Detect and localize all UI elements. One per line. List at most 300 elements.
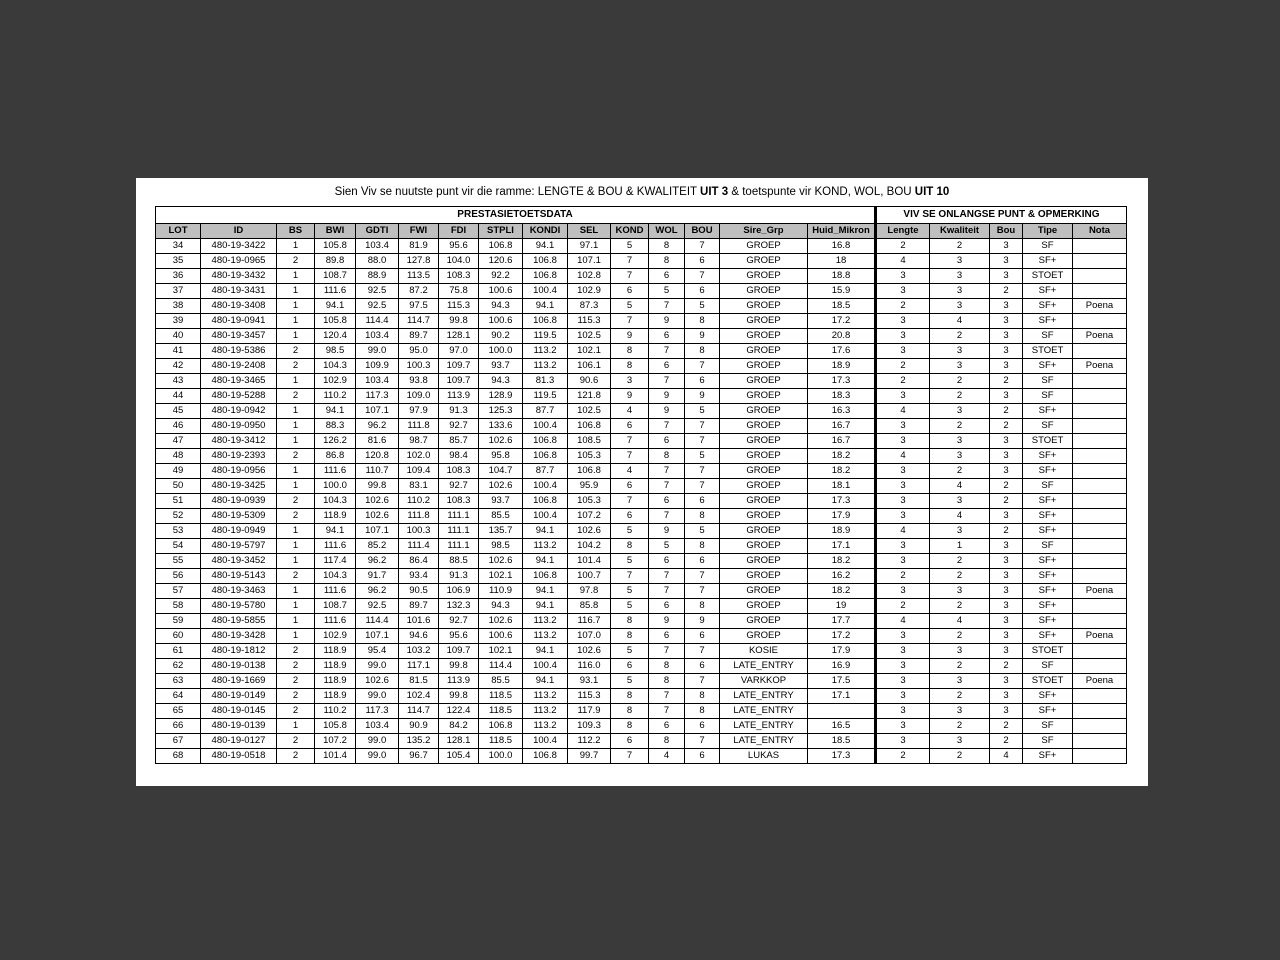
- cell-bwi: 118.9: [315, 689, 356, 704]
- cell-kondi: 113.2: [523, 629, 568, 644]
- cell-nota: [1073, 389, 1127, 404]
- cell-huid_mikron: 17.2: [808, 314, 876, 329]
- cell-kond: 6: [611, 419, 649, 434]
- cell-sel: 121.8: [568, 389, 611, 404]
- cell-wol: 8: [649, 734, 685, 749]
- cell-stpli: 102.6: [479, 614, 523, 629]
- cell-gdti: 85.2: [356, 539, 399, 554]
- cell-stpli: 94.3: [479, 374, 523, 389]
- cell-bou: 7: [685, 644, 720, 659]
- cell-lengte: 2: [876, 749, 930, 764]
- cell-lot: 40: [156, 329, 201, 344]
- cell-kond: 5: [611, 299, 649, 314]
- cell-bou: 3: [990, 569, 1023, 584]
- cell-nota: [1073, 344, 1127, 359]
- cell-tipe: SF+: [1023, 569, 1073, 584]
- table-row: [156, 629, 1127, 644]
- cell-bwi: 118.9: [315, 509, 356, 524]
- cell-bwi: 94.1: [315, 299, 356, 314]
- cell-kwaliteit: 2: [930, 719, 990, 734]
- cell-id: 480-19-2408: [201, 359, 277, 374]
- cell-sire_grp: GROEP: [720, 419, 808, 434]
- cell-sel: 105.3: [568, 449, 611, 464]
- cell-bou: 2: [990, 659, 1023, 674]
- cell-kondi: 94.1: [523, 644, 568, 659]
- cell-bs: 2: [277, 659, 315, 674]
- cell-kondi: 119.5: [523, 389, 568, 404]
- cell-sel: 102.1: [568, 344, 611, 359]
- cell-huid_mikron: 18.5: [808, 734, 876, 749]
- table-row: [156, 749, 1127, 764]
- cell-lot: 68: [156, 749, 201, 764]
- cell-lot: 58: [156, 599, 201, 614]
- cell-gdti: 103.4: [356, 719, 399, 734]
- table-row: [156, 719, 1127, 734]
- column-header-kondi: KONDI: [523, 224, 568, 239]
- cell-bou: 2: [990, 734, 1023, 749]
- cell-tipe: SF+: [1023, 404, 1073, 419]
- cell-wol: 7: [649, 509, 685, 524]
- cell-kondi: 113.2: [523, 344, 568, 359]
- cell-bs: 1: [277, 404, 315, 419]
- cell-lengte: 3: [876, 629, 930, 644]
- cell-lot: 55: [156, 554, 201, 569]
- cell-kondi: 87.7: [523, 404, 568, 419]
- cell-bou: 3: [990, 614, 1023, 629]
- cell-fdi: 92.7: [439, 419, 479, 434]
- cell-wol: 6: [649, 269, 685, 284]
- cell-gdti: 107.1: [356, 404, 399, 419]
- cell-kwaliteit: 3: [930, 404, 990, 419]
- cell-bs: 2: [277, 389, 315, 404]
- table-row: [156, 644, 1127, 659]
- cell-nota: [1073, 239, 1127, 254]
- cell-huid_mikron: 16.7: [808, 434, 876, 449]
- cell-gdti: 96.2: [356, 419, 399, 434]
- table-row: [156, 464, 1127, 479]
- cell-lengte: 3: [876, 644, 930, 659]
- cell-gdti: 99.0: [356, 689, 399, 704]
- cell-id: 480-19-0941: [201, 314, 277, 329]
- cell-wol: 7: [649, 299, 685, 314]
- group-header-viv-se-onlangse-punt: VIV SE ONLANGSE PUNT & OPMERKING: [876, 207, 1127, 224]
- table-row: [156, 359, 1127, 374]
- cell-kwaliteit: 3: [930, 284, 990, 299]
- cell-stpli: 106.8: [479, 719, 523, 734]
- cell-lengte: 3: [876, 659, 930, 674]
- cell-wol: 7: [649, 464, 685, 479]
- cell-nota: [1073, 269, 1127, 284]
- cell-sire_grp: GROEP: [720, 434, 808, 449]
- cell-bwi: 117.4: [315, 554, 356, 569]
- cell-kwaliteit: 3: [930, 434, 990, 449]
- cell-sel: 116.7: [568, 614, 611, 629]
- table-row: [156, 449, 1127, 464]
- cell-kondi: 113.2: [523, 539, 568, 554]
- cell-bou: 7: [685, 359, 720, 374]
- cell-bs: 1: [277, 599, 315, 614]
- table-row: [156, 254, 1127, 269]
- group-header-row: [156, 207, 1127, 224]
- cell-id: 480-19-0139: [201, 719, 277, 734]
- cell-tipe: SF+: [1023, 284, 1073, 299]
- cell-kwaliteit: 2: [930, 749, 990, 764]
- cell-gdti: 103.4: [356, 329, 399, 344]
- cell-fdi: 91.3: [439, 404, 479, 419]
- cell-bou: 3: [990, 434, 1023, 449]
- cell-bwi: 104.3: [315, 569, 356, 584]
- cell-fdi: 109.7: [439, 374, 479, 389]
- cell-bs: 1: [277, 314, 315, 329]
- cell-fdi: 98.4: [439, 449, 479, 464]
- cell-tipe: SF: [1023, 239, 1073, 254]
- cell-wol: 7: [649, 704, 685, 719]
- cell-fwi: 81.9: [399, 239, 439, 254]
- cell-fdi: 84.2: [439, 719, 479, 734]
- cell-stpli: 118.5: [479, 704, 523, 719]
- cell-wol: 6: [649, 434, 685, 449]
- cell-stpli: 110.9: [479, 584, 523, 599]
- column-header-huid_mikron: Huid_Mikron: [808, 224, 876, 239]
- cell-lengte: 3: [876, 719, 930, 734]
- cell-nota: [1073, 749, 1127, 764]
- cell-nota: [1073, 434, 1127, 449]
- table-body: [156, 239, 1127, 764]
- cell-bou: 7: [685, 269, 720, 284]
- cell-bs: 1: [277, 419, 315, 434]
- cell-kond: 5: [611, 554, 649, 569]
- cell-lot: 51: [156, 494, 201, 509]
- cell-fwi: 95.0: [399, 344, 439, 359]
- cell-nota: [1073, 704, 1127, 719]
- cell-id: 480-19-0956: [201, 464, 277, 479]
- cell-bou: 7: [685, 239, 720, 254]
- cell-kwaliteit: 4: [930, 614, 990, 629]
- cell-lengte: 2: [876, 599, 930, 614]
- cell-kond: 6: [611, 509, 649, 524]
- cell-huid_mikron: 16.9: [808, 659, 876, 674]
- cell-kwaliteit: 3: [930, 494, 990, 509]
- cell-bou: 7: [685, 434, 720, 449]
- cell-lot: 37: [156, 284, 201, 299]
- cell-lot: 60: [156, 629, 201, 644]
- cell-fwi: 135.2: [399, 734, 439, 749]
- cell-lengte: 2: [876, 239, 930, 254]
- cell-bou: 3: [990, 704, 1023, 719]
- cell-id: 480-19-3432: [201, 269, 277, 284]
- cell-bou: 6: [685, 254, 720, 269]
- cell-bwi: 101.4: [315, 749, 356, 764]
- table-row: [156, 539, 1127, 554]
- column-header-stpli: STPLI: [479, 224, 523, 239]
- cell-gdti: 103.4: [356, 239, 399, 254]
- cell-huid_mikron: 18.8: [808, 269, 876, 284]
- cell-lot: 66: [156, 719, 201, 734]
- cell-kondi: 94.1: [523, 599, 568, 614]
- cell-tipe: SF+: [1023, 359, 1073, 374]
- cell-fwi: 90.5: [399, 584, 439, 599]
- cell-fwi: 101.6: [399, 614, 439, 629]
- cell-bou: 3: [990, 674, 1023, 689]
- cell-fdi: 111.1: [439, 509, 479, 524]
- column-header-bou: BOU: [685, 224, 720, 239]
- cell-fwi: 110.2: [399, 494, 439, 509]
- cell-bwi: 102.9: [315, 374, 356, 389]
- cell-kondi: 113.2: [523, 704, 568, 719]
- cell-fdi: 113.9: [439, 389, 479, 404]
- cell-gdti: 99.0: [356, 344, 399, 359]
- cell-sel: 115.3: [568, 689, 611, 704]
- cell-wol: 8: [649, 239, 685, 254]
- cell-kondi: 106.8: [523, 749, 568, 764]
- cell-id: 480-19-0949: [201, 524, 277, 539]
- cell-bs: 2: [277, 749, 315, 764]
- cell-bou: 2: [990, 284, 1023, 299]
- table-row: [156, 524, 1127, 539]
- title-text-part2: & toetspunte vir KOND, WOL, BOU: [728, 186, 915, 198]
- cell-kondi: 100.4: [523, 734, 568, 749]
- cell-huid_mikron: 17.2: [808, 629, 876, 644]
- cell-bs: 1: [277, 539, 315, 554]
- cell-stpli: 120.6: [479, 254, 523, 269]
- cell-lengte: 4: [876, 404, 930, 419]
- table-row: [156, 494, 1127, 509]
- cell-kond: 5: [611, 239, 649, 254]
- cell-lot: 52: [156, 509, 201, 524]
- cell-bwi: 105.8: [315, 719, 356, 734]
- cell-kond: 7: [611, 269, 649, 284]
- cell-bs: 2: [277, 644, 315, 659]
- cell-fdi: 99.8: [439, 659, 479, 674]
- cell-bou: 9: [685, 389, 720, 404]
- cell-sire_grp: GROEP: [720, 464, 808, 479]
- cell-gdti: 120.8: [356, 449, 399, 464]
- cell-tipe: STOET: [1023, 434, 1073, 449]
- cell-id: 480-19-0138: [201, 659, 277, 674]
- cell-kond: 4: [611, 464, 649, 479]
- cell-bou: 3: [990, 644, 1023, 659]
- page-title: [136, 186, 1148, 198]
- cell-tipe: SF+: [1023, 509, 1073, 524]
- cell-gdti: 96.2: [356, 584, 399, 599]
- cell-bou: 3: [990, 689, 1023, 704]
- cell-kwaliteit: 2: [930, 374, 990, 389]
- cell-fwi: 117.1: [399, 659, 439, 674]
- cell-bou: 3: [990, 359, 1023, 374]
- cell-stpli: 100.6: [479, 314, 523, 329]
- cell-fwi: 93.8: [399, 374, 439, 389]
- cell-kondi: 106.8: [523, 569, 568, 584]
- cell-lot: 39: [156, 314, 201, 329]
- cell-bwi: 104.3: [315, 494, 356, 509]
- cell-id: 480-19-0950: [201, 419, 277, 434]
- cell-sire_grp: GROEP: [720, 254, 808, 269]
- cell-sel: 109.3: [568, 719, 611, 734]
- cell-kond: 7: [611, 749, 649, 764]
- column-header-sel: SEL: [568, 224, 611, 239]
- cell-stpli: 102.6: [479, 479, 523, 494]
- cell-tipe: SF+: [1023, 314, 1073, 329]
- cell-kondi: 94.1: [523, 524, 568, 539]
- cell-kond: 5: [611, 644, 649, 659]
- cell-sire_grp: LATE_ENTRY: [720, 704, 808, 719]
- cell-kondi: 106.8: [523, 449, 568, 464]
- cell-tipe: SF+: [1023, 689, 1073, 704]
- cell-id: 480-19-5386: [201, 344, 277, 359]
- cell-bou: 2: [990, 494, 1023, 509]
- cell-bou: 6: [685, 284, 720, 299]
- cell-id: 480-19-5309: [201, 509, 277, 524]
- cell-nota: [1073, 644, 1127, 659]
- cell-stpli: 106.8: [479, 239, 523, 254]
- column-header-id: ID: [201, 224, 277, 239]
- cell-sel: 107.1: [568, 254, 611, 269]
- cell-bou: 3: [990, 299, 1023, 314]
- cell-fwi: 86.4: [399, 554, 439, 569]
- cell-lengte: 2: [876, 569, 930, 584]
- cell-tipe: SF: [1023, 734, 1073, 749]
- cell-wol: 7: [649, 689, 685, 704]
- cell-tipe: SF+: [1023, 584, 1073, 599]
- cell-bs: 2: [277, 509, 315, 524]
- cell-kond: 6: [611, 659, 649, 674]
- cell-lot: 50: [156, 479, 201, 494]
- cell-id: 480-19-0939: [201, 494, 277, 509]
- cell-bou: 5: [685, 524, 720, 539]
- table-row: [156, 239, 1127, 254]
- cell-gdti: 102.6: [356, 674, 399, 689]
- cell-huid_mikron: 19: [808, 599, 876, 614]
- cell-bou: 6: [685, 719, 720, 734]
- cell-kondi: 113.2: [523, 614, 568, 629]
- cell-fwi: 109.4: [399, 464, 439, 479]
- cell-wol: 7: [649, 344, 685, 359]
- cell-huid_mikron: 16.8: [808, 239, 876, 254]
- cell-lengte: 4: [876, 614, 930, 629]
- cell-kondi: 106.8: [523, 314, 568, 329]
- cell-kond: 6: [611, 284, 649, 299]
- cell-id: 480-19-5780: [201, 599, 277, 614]
- cell-lot: 59: [156, 614, 201, 629]
- cell-bou: 2: [990, 479, 1023, 494]
- cell-kwaliteit: 1: [930, 539, 990, 554]
- column-header-kond: KOND: [611, 224, 649, 239]
- cell-gdti: 107.1: [356, 629, 399, 644]
- cell-huid_mikron: 16.7: [808, 419, 876, 434]
- column-header-bwi: BWI: [315, 224, 356, 239]
- cell-sire_grp: GROEP: [720, 359, 808, 374]
- cell-kwaliteit: 2: [930, 629, 990, 644]
- title-text-part1: Sien Viv se nuutste punt vir die ramme: LENGTE & BOU & KWALITEIT: [334, 186, 701, 198]
- cell-huid_mikron: 15.9: [808, 284, 876, 299]
- cell-fdi: 132.3: [439, 599, 479, 614]
- cell-tipe: SF: [1023, 419, 1073, 434]
- cell-id: 480-19-3465: [201, 374, 277, 389]
- cell-tipe: SF+: [1023, 449, 1073, 464]
- cell-gdti: 92.5: [356, 284, 399, 299]
- column-header-fdi: FDI: [439, 224, 479, 239]
- cell-id: 480-19-3452: [201, 554, 277, 569]
- cell-nota: Poena: [1073, 329, 1127, 344]
- cell-huid_mikron: 17.7: [808, 614, 876, 629]
- cell-nota: [1073, 479, 1127, 494]
- cell-stpli: 93.7: [479, 359, 523, 374]
- cell-wol: 6: [649, 629, 685, 644]
- cell-huid_mikron: 17.3: [808, 749, 876, 764]
- table-row: [156, 284, 1127, 299]
- cell-nota: [1073, 734, 1127, 749]
- cell-bou: 5: [685, 299, 720, 314]
- cell-stpli: 100.0: [479, 344, 523, 359]
- cell-bou: 8: [685, 314, 720, 329]
- cell-id: 480-19-5288: [201, 389, 277, 404]
- cell-bou: 6: [685, 554, 720, 569]
- cell-nota: [1073, 659, 1127, 674]
- cell-kwaliteit: 3: [930, 584, 990, 599]
- cell-wol: 9: [649, 524, 685, 539]
- cell-gdti: 107.1: [356, 524, 399, 539]
- table-row: [156, 269, 1127, 284]
- document-page: [136, 178, 1148, 786]
- cell-kond: 7: [611, 434, 649, 449]
- cell-bou: 2: [990, 404, 1023, 419]
- cell-sel: 95.9: [568, 479, 611, 494]
- column-header-kwaliteit: Kwaliteit: [930, 224, 990, 239]
- table-row: [156, 419, 1127, 434]
- cell-kwaliteit: 3: [930, 359, 990, 374]
- cell-sel: 90.6: [568, 374, 611, 389]
- cell-id: 480-19-3425: [201, 479, 277, 494]
- cell-kondi: 113.2: [523, 359, 568, 374]
- column-header-nota: Nota: [1073, 224, 1127, 239]
- cell-wol: 6: [649, 329, 685, 344]
- cell-nota: [1073, 689, 1127, 704]
- cell-lengte: 2: [876, 359, 930, 374]
- cell-lot: 35: [156, 254, 201, 269]
- cell-huid_mikron: 16.2: [808, 569, 876, 584]
- cell-bou: 8: [685, 704, 720, 719]
- cell-sel: 107.0: [568, 629, 611, 644]
- cell-kondi: 113.2: [523, 719, 568, 734]
- cell-lengte: 3: [876, 464, 930, 479]
- cell-fdi: 92.7: [439, 479, 479, 494]
- cell-wol: 7: [649, 419, 685, 434]
- cell-kond: 8: [611, 359, 649, 374]
- cell-gdti: 110.7: [356, 464, 399, 479]
- cell-bou: 9: [685, 614, 720, 629]
- cell-kondi: 87.7: [523, 464, 568, 479]
- cell-fdi: 109.7: [439, 359, 479, 374]
- cell-bwi: 102.9: [315, 629, 356, 644]
- cell-kwaliteit: 3: [930, 524, 990, 539]
- cell-sel: 87.3: [568, 299, 611, 314]
- cell-tipe: SF: [1023, 329, 1073, 344]
- cell-gdti: 102.6: [356, 509, 399, 524]
- cell-tipe: STOET: [1023, 269, 1073, 284]
- cell-lengte: 3: [876, 479, 930, 494]
- cell-fdi: 92.7: [439, 614, 479, 629]
- cell-lot: 53: [156, 524, 201, 539]
- data-table: [155, 206, 1127, 764]
- cell-sire_grp: GROEP: [720, 584, 808, 599]
- cell-bs: 2: [277, 689, 315, 704]
- column-header-bou: Bou: [990, 224, 1023, 239]
- cell-sel: 117.9: [568, 704, 611, 719]
- cell-lot: 46: [156, 419, 201, 434]
- cell-nota: [1073, 254, 1127, 269]
- cell-kwaliteit: 4: [930, 314, 990, 329]
- table-head: [156, 207, 1127, 239]
